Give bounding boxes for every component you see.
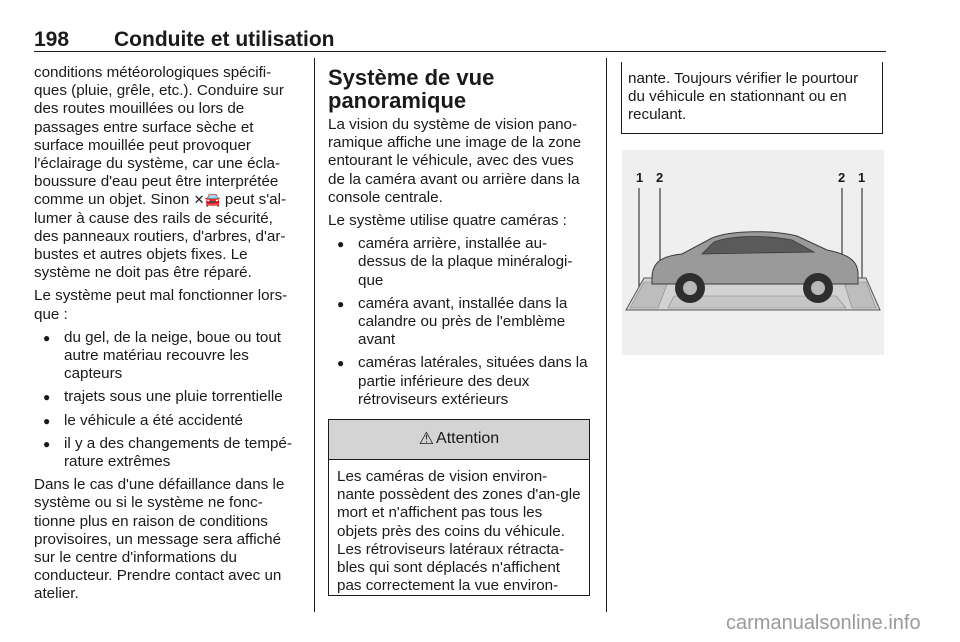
list-item: ● du gel, de la neige, boue ou tout autre matériau recouvre les capteurs: [34, 329, 300, 384]
attention-header: [329, 420, 589, 460]
attention-text: Les caméras de vision environ-nante possèdent des zones d'an-gle mort et n'affichent pas tous les objets près des coins du véhicule. Les rétroviseurs latéraux rétracta-bles qui sont déplacés n'affichent pas correctement la vue environ-: [337, 468, 581, 595]
paragraph: Dans le cas d'une défaillance dans le système ou si le système ne fonc-tionne plus en raison de conditions provisoires, un message sera affiché sur le centre d'informations du conducteur. Prendre contact avec un atelier.: [34, 476, 285, 603]
car-camera-diagram: [622, 150, 884, 355]
column-2: [328, 66, 590, 596]
sensor-symbol-icon: ✕🚘: [193, 192, 221, 208]
attention-title: Attention: [436, 430, 500, 448]
figure-label: 2: [838, 170, 846, 185]
figure-label: 1: [858, 170, 866, 185]
paragraph: Le système peut mal fonctionner lors-que :: [34, 287, 288, 323]
header-rule: [34, 51, 886, 52]
list-item: ● il y a des changements de tempé-rature extrêmes: [34, 435, 300, 471]
section-heading: Système de vue panoramique: [328, 65, 495, 113]
figure-label: 2: [656, 170, 664, 185]
attention-continued-box: [621, 62, 883, 134]
attention-continued-text: nante. Toujours vérifier le pourtour du véhicule en stationnant ou en reculant.: [628, 70, 859, 124]
paragraph: Le système utilise quatre caméras :: [328, 212, 567, 230]
attention-box: [328, 419, 590, 596]
paragraph: La vision du système de vision pano-ramique affiche une image de la zone entourant le véhicule, avec des vues de la caméra avant ou arrière dans la console centrale.: [328, 116, 582, 206]
list-item: ● le véhicule a été accidenté: [34, 412, 300, 430]
column-1: [34, 64, 300, 609]
page-header: [34, 22, 886, 52]
column-divider-1: [314, 58, 315, 612]
column-divider-2: [606, 58, 607, 612]
paragraph-text: conditions météorologiques spécifi-ques (pluie, grêle, etc.). Conduire sur des routes mouillées ou lors de passages entre surface sèche et surface mouillée peut provoquer l'éclairage du système, car une écla-boussure d'eau peut être interprétée comme un objet. Sinon: [34, 64, 284, 209]
list-item: ● trajets sous une pluie torrentielle: [34, 388, 300, 406]
figure-label: 1: [636, 170, 644, 185]
bullet-list: [328, 235, 590, 409]
list-item: ● caméra arrière, installée au-dessus de la plaque minéralogi-que: [328, 235, 590, 290]
camera-diagram-illustration: [622, 150, 884, 355]
list-item: ● caméras latérales, situées dans la partie inférieure des deux rétroviseurs extérieurs: [328, 354, 590, 409]
paragraph-text: peut s'al-lumer à cause des rails de sécurité, des panneaux routiers, d'arbres, d'ar-bustes et autres objets fixes. Le système ne doit pas être réparé.: [34, 191, 287, 282]
watermark: carmanualsonline.info: [726, 612, 921, 634]
bullet-list: [34, 329, 300, 471]
page-title: Conduite et utilisation: [114, 28, 335, 51]
list-item: ● caméra avant, installée dans la calandre ou près de l'emblème avant: [328, 295, 590, 350]
warning-triangle-icon: ⚠: [418, 429, 435, 449]
paragraph: [34, 64, 300, 282]
page-number: 198: [34, 28, 70, 51]
